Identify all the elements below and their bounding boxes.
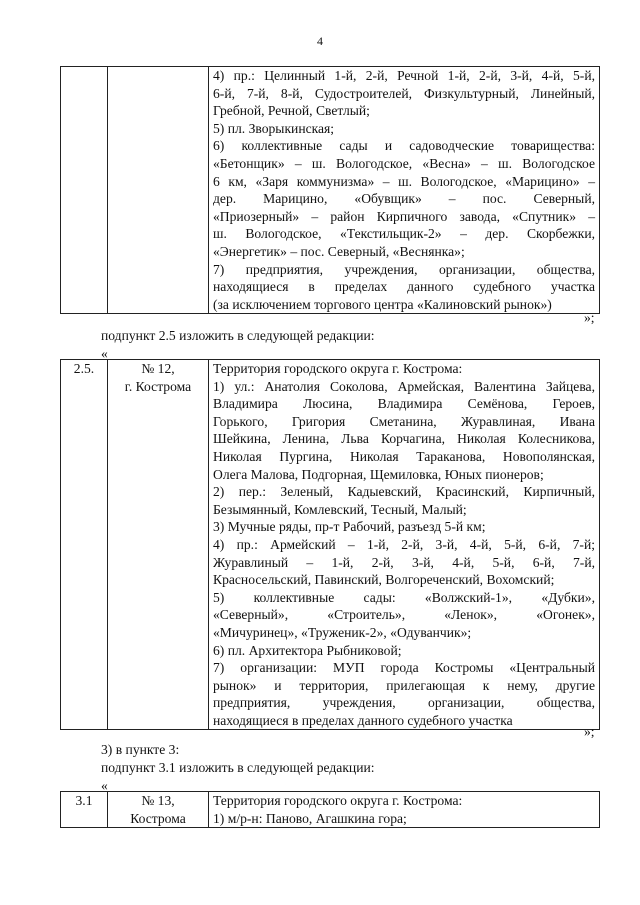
- text-line: Красносельский, Павинский, Волгореченский, Вохомский;: [213, 572, 555, 588]
- text-line: 1) ул.: Анатолия Соколова, Армейская, Валентина Зайцева,: [213, 378, 595, 394]
- text-line: «Энергетик» – пос. Северный, «Веснянка»;: [213, 243, 465, 259]
- amendment-instruction: подпункт 2.5 изложить в следующей редакции:: [101, 328, 375, 343]
- text-line: находящиеся в пределах данного судебного участка: [213, 712, 513, 728]
- text-line: рынок» и территория, прилегающая к нему, другие: [213, 677, 595, 693]
- court-city: Кострома: [130, 810, 186, 826]
- text-line: дер. Марицино, «Обувщик» – пос. Северный,: [213, 191, 595, 207]
- cell-number: [61, 67, 108, 314]
- text-line: 6 км, «Заря коммунизма» – ш. Вологодское, «Марицино» –: [213, 173, 595, 189]
- text-line: 5) пл. Зворыкинская;: [213, 120, 335, 136]
- text-line: 4) пр.: Целинный 1-й, 2-й, Речной 1-й, 2-й, 3-й, 4-й, 5-й,: [213, 68, 595, 83]
- text-line: «Приозерный» – район Кирпичного завода, «Спутник» –: [213, 208, 595, 224]
- text-line: 1) м/р-н: Паново, Агашкина гора;: [213, 810, 407, 826]
- text-line: (за исключением торгового центра «Калиновский рынок»): [213, 296, 552, 312]
- text-line: Территория городского округа г. Кострома:: [213, 793, 463, 808]
- text-line: Владимира Люсина, Владимира Семёнова, Героев,: [213, 396, 595, 412]
- text-line: Шейкина, Ленина, Льва Корчагина, Николая Колесникова,: [213, 431, 595, 447]
- text-line: Гребной, Речной, Светлый;: [213, 103, 370, 119]
- amendment-point: 3) в пункте 3:: [101, 742, 180, 757]
- text-line: 6) коллективные сады и садоводческие товарищества:: [213, 138, 595, 154]
- opening-quote: «: [101, 778, 108, 793]
- opening-quote: «: [101, 346, 108, 361]
- court-districts-table-continued: [60, 66, 600, 314]
- cell-number: 3.1: [61, 792, 108, 828]
- text-line: 5) коллективные сады: «Волжский-1», «Дубки»,: [213, 589, 595, 605]
- court-number: № 12,: [141, 361, 175, 376]
- court-city: г. Кострома: [124, 378, 192, 394]
- text-line: ш. Вологодское, «Текстильщик-2» – дер. Скорбежки,: [213, 226, 595, 242]
- page-number: 4: [317, 34, 323, 48]
- text-line: Горького, Григория Сметанина, Журавлиная, Ивана: [213, 413, 595, 429]
- cell-territory: [209, 360, 600, 730]
- text-line: 6-й, 7-й, 8-й, Судостроителей, Физкультурный, Линейный,: [213, 85, 595, 101]
- text-line: находящиеся в пределах данного судебного участка: [213, 279, 595, 295]
- court-number: № 13,: [141, 793, 175, 808]
- cell-court: [108, 792, 209, 828]
- text-line: Журавлиный – 1-й, 2-й, 3-й, 4-й, 5-й, 6-й, 7-й,: [213, 554, 595, 570]
- territory-text: [213, 792, 595, 827]
- court-district-table-2-5: [60, 359, 600, 730]
- text-line: 2) пер.: Зеленый, Кадыевский, Красинский, Кирпичный,: [213, 484, 595, 500]
- table-row: [61, 360, 600, 730]
- text-line: Олега Малова, Подгорная, Щемиловка, Юных пионеров;: [213, 466, 544, 482]
- text-line: «Бетонщик» – ш. Вологодское, «Весна» – ш. Вологодское: [213, 155, 595, 171]
- text-line: Безымянный, Комлевский, Тесный, Малый;: [213, 501, 467, 517]
- text-line: 3) Мучные ряды, пр-т Рабочий, разъезд 5-й км;: [213, 519, 486, 535]
- text-line: «Мичуринец», «Труженик-2», «Одуванчик»;: [213, 624, 472, 640]
- closing-quote: »;: [584, 310, 595, 325]
- cell-court: [108, 360, 209, 730]
- text-line: Николая Пургина, Николая Тараканова, Новополянская,: [213, 448, 595, 464]
- text-line: «Северный», «Строитель», «Ленок», «Огонек»,: [213, 607, 595, 623]
- text-line: предприятия, учреждения, организации, общества,: [213, 695, 595, 711]
- table-row: [61, 792, 600, 828]
- cell-court: [108, 67, 209, 314]
- cell-territory: [209, 67, 600, 314]
- amendment-instruction: подпункт 3.1 изложить в следующей редакции:: [101, 760, 375, 775]
- cell-territory: [209, 792, 600, 828]
- text-line: 7) организации: МУП города Костромы «Центральный: [213, 660, 595, 676]
- territory-text: [213, 67, 595, 313]
- closing-quote: »;: [584, 724, 595, 739]
- table-row: [61, 67, 600, 314]
- territory-text: [213, 360, 595, 729]
- text-line: 7) предприятия, учреждения, организации, общества,: [213, 261, 595, 277]
- text-line: Территория городского округа г. Кострома:: [213, 361, 463, 376]
- text-line: 4) пр.: Армейский – 1-й, 2-й, 3-й, 4-й, 5-й, 6-й, 7-й;: [213, 536, 595, 552]
- cell-number: 2.5.: [61, 360, 108, 730]
- text-line: 6) пл. Архитектора Рыбниковой;: [213, 642, 402, 658]
- court-district-table-3-1: [60, 791, 600, 828]
